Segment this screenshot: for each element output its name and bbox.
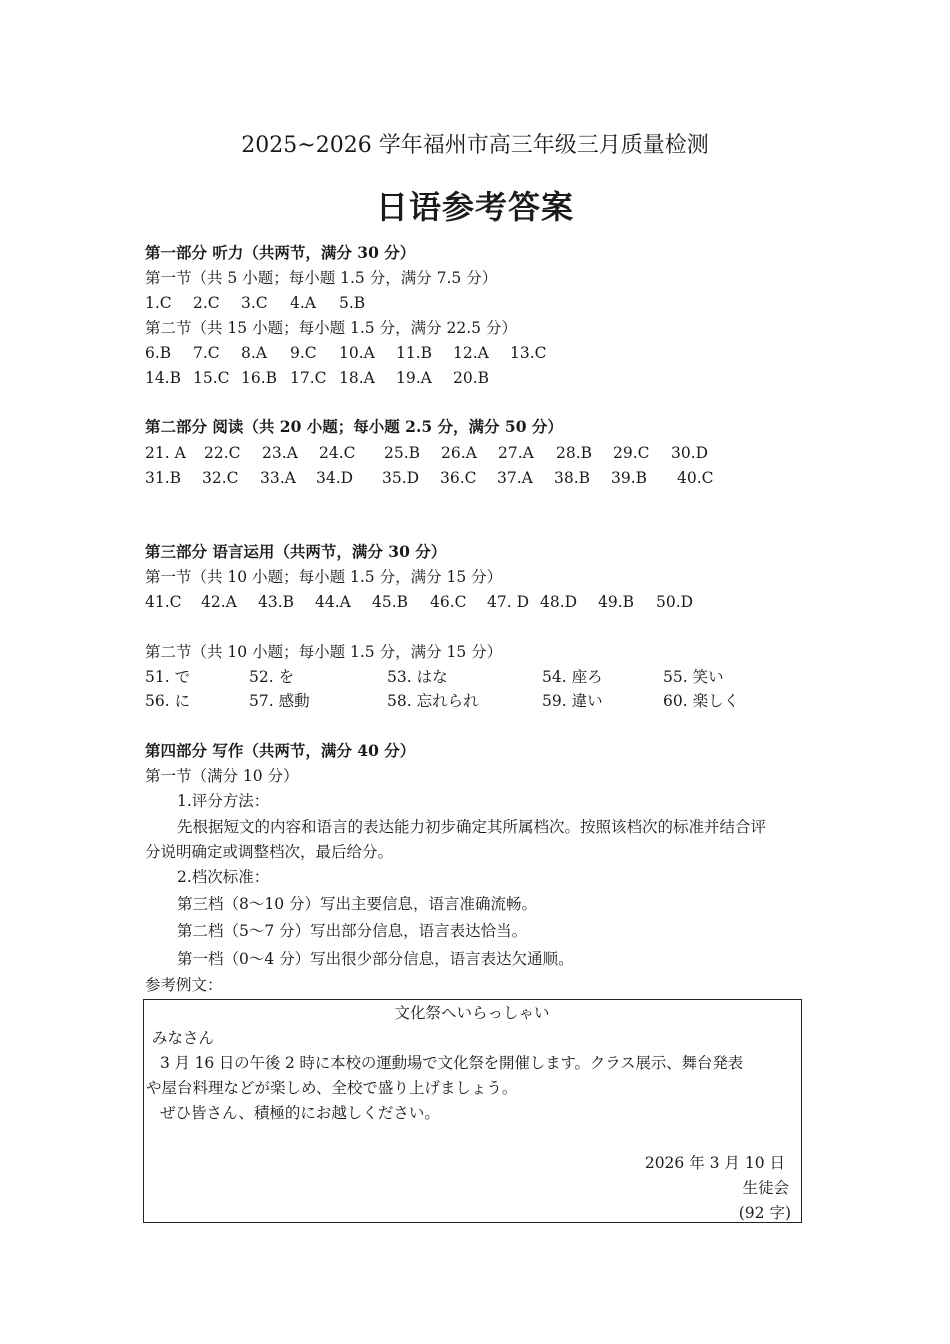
page-title: 日语参考答案 bbox=[375, 188, 574, 226]
answer-item: 27.A bbox=[498, 444, 534, 462]
answer-item: 58. 忘れられ bbox=[387, 692, 479, 710]
answer-item: 34.D bbox=[316, 469, 354, 487]
answer-item: 3.C bbox=[241, 294, 268, 312]
answer-item: 60. 楽しく bbox=[663, 692, 740, 710]
answer-item: 2.C bbox=[193, 294, 220, 312]
answer-item: 25.B bbox=[384, 444, 421, 462]
answer-item: 6.B bbox=[145, 344, 172, 362]
answer-item: 47. D bbox=[487, 593, 530, 611]
part3-sec2-label: 第二节（共 10 小题；每小题 1.5 分，满分 15 分） bbox=[145, 643, 503, 661]
answer-item: 12.A bbox=[453, 344, 489, 362]
answer-item: 5.B bbox=[339, 294, 366, 312]
answer-item: 4.A bbox=[290, 294, 316, 312]
answer-item: 42.A bbox=[201, 593, 237, 611]
answer-item: 53. はな bbox=[387, 668, 448, 686]
answer-item: 15.C bbox=[193, 369, 230, 387]
answer-item: 40.C bbox=[677, 469, 714, 487]
scoring-method-line2: 分说明确定或调整档次，最后给分。 bbox=[145, 843, 394, 861]
part1-sec2-label: 第二节（共 15 小题；每小题 1.5 分，满分 22.5 分） bbox=[145, 319, 517, 337]
answer-item: 41.C bbox=[145, 593, 182, 611]
sample-author: 生徒会 bbox=[742, 1179, 789, 1197]
scoring-method-line1: 先根据短文的内容和语言的表达能力初步确定其所属档次。按照该档次的标准并结合评 bbox=[177, 818, 767, 836]
sample-body-line2: や屋台料理などが楽しめ、全校で盛り上げましょう。 bbox=[146, 1079, 518, 1097]
answer-item: 49.B bbox=[598, 593, 635, 611]
answer-item: 28.B bbox=[556, 444, 593, 462]
answer-item: 45.B bbox=[372, 593, 409, 611]
answer-item: 48.D bbox=[540, 593, 578, 611]
sample-label: 参考例文： bbox=[145, 976, 223, 994]
scoring-method-title: 1.评分方法： bbox=[177, 792, 270, 810]
answer-item: 16.B bbox=[241, 369, 278, 387]
answer-item: 39.B bbox=[611, 469, 648, 487]
part2-heading: 第二部分 阅读（共 20 小题；每小题 2.5 分，满分 50 分） bbox=[145, 417, 563, 436]
level-3: 第三档（8～10 分）写出主要信息，语言准确流畅。 bbox=[177, 895, 538, 913]
answer-item: 18.A bbox=[339, 369, 375, 387]
sample-body-line1: 3 月 16 日の午後 2 時に本校の運動場で文化祭を開催します。クラス展示、舞台発表 bbox=[160, 1054, 743, 1072]
answer-item: 21. A bbox=[145, 444, 186, 462]
answer-item: 37.A bbox=[497, 469, 533, 487]
answer-item: 14.B bbox=[145, 369, 182, 387]
sample-char-count: (92 字) bbox=[738, 1204, 791, 1222]
answer-item: 38.B bbox=[554, 469, 591, 487]
part2-answers-row1 bbox=[0, 443, 950, 463]
answer-item: 35.D bbox=[382, 469, 420, 487]
part3-heading: 第三部分 语言运用（共两节，满分 30 分） bbox=[145, 542, 447, 561]
answer-item: 22.C bbox=[204, 444, 241, 462]
answer-item: 29.C bbox=[613, 444, 650, 462]
answer-item: 32.C bbox=[202, 469, 239, 487]
part3-sec1-label: 第一节（共 10 小题；每小题 1.5 分，满分 15 分） bbox=[145, 568, 503, 586]
answer-item: 57. 感動 bbox=[249, 692, 310, 710]
answer-item: 8.A bbox=[241, 344, 267, 362]
part3-sec2-answers-row1 bbox=[0, 667, 950, 687]
part3-sec2-answers-row2 bbox=[0, 691, 950, 711]
sample-body-line3: ぜひ皆さん、積極的にお越しください。 bbox=[160, 1104, 440, 1122]
answer-item: 7.C bbox=[193, 344, 220, 362]
answer-item: 1.C bbox=[145, 294, 172, 312]
answer-item: 26.A bbox=[441, 444, 477, 462]
answer-item: 43.B bbox=[258, 593, 295, 611]
answer-item: 51. で bbox=[145, 668, 191, 686]
answer-item: 46.C bbox=[430, 593, 467, 611]
answer-item: 33.A bbox=[260, 469, 296, 487]
part1-sec1-label: 第一节（共 5 小题；每小题 1.5 分，满分 7.5 分） bbox=[145, 269, 498, 287]
sample-essay-box bbox=[143, 999, 802, 1223]
answer-item: 54. 座ろ bbox=[542, 668, 603, 686]
part4-sec1-label: 第一节（满分 10 分） bbox=[145, 767, 299, 785]
part1-heading: 第一部分 听力（共两节，满分 30 分） bbox=[145, 243, 416, 262]
answer-item: 9.C bbox=[290, 344, 317, 362]
answer-item: 44.A bbox=[315, 593, 351, 611]
answer-item: 23.A bbox=[262, 444, 298, 462]
answer-item: 31.B bbox=[145, 469, 182, 487]
answer-item: 55. 笑い bbox=[663, 668, 724, 686]
answer-item: 17.C bbox=[290, 369, 327, 387]
part1-sec2-answers-row1 bbox=[0, 343, 950, 363]
answer-item: 20.B bbox=[453, 369, 490, 387]
answer-item: 52. を bbox=[249, 668, 295, 686]
part3-sec1-answers bbox=[0, 592, 950, 612]
answer-item: 36.C bbox=[440, 469, 477, 487]
level-2: 第二档（5～7 分）写出部分信息，语言表达恰当。 bbox=[177, 922, 528, 940]
exam-title: 2025~2026 学年福州市高三年级三月质量检测 bbox=[241, 133, 709, 158]
answer-item: 56. に bbox=[145, 692, 191, 710]
part1-sec1-answers bbox=[0, 293, 950, 313]
part4-heading: 第四部分 写作（共两节，满分 40 分） bbox=[145, 741, 416, 760]
part1-sec2-answers-row2 bbox=[0, 368, 950, 388]
answer-item: 11.B bbox=[396, 344, 433, 362]
levels-title: 2.档次标准： bbox=[177, 868, 270, 886]
sample-greeting: みなさん bbox=[152, 1029, 215, 1047]
answer-item: 10.A bbox=[339, 344, 375, 362]
answer-item: 50.D bbox=[656, 593, 694, 611]
answer-item: 59. 違い bbox=[542, 692, 603, 710]
sample-title: 文化祭へいらっしゃい bbox=[394, 1004, 550, 1022]
level-1: 第一档（0～4 分）写出很少部分信息，语言表达欠通顺。 bbox=[177, 950, 574, 968]
answer-item: 24.C bbox=[319, 444, 356, 462]
answer-item: 30.D bbox=[671, 444, 709, 462]
sample-date: 2026 年 3 月 10 日 bbox=[644, 1154, 785, 1172]
answer-item: 13.C bbox=[510, 344, 547, 362]
part2-answers-row2 bbox=[0, 468, 950, 488]
answer-item: 19.A bbox=[396, 369, 432, 387]
